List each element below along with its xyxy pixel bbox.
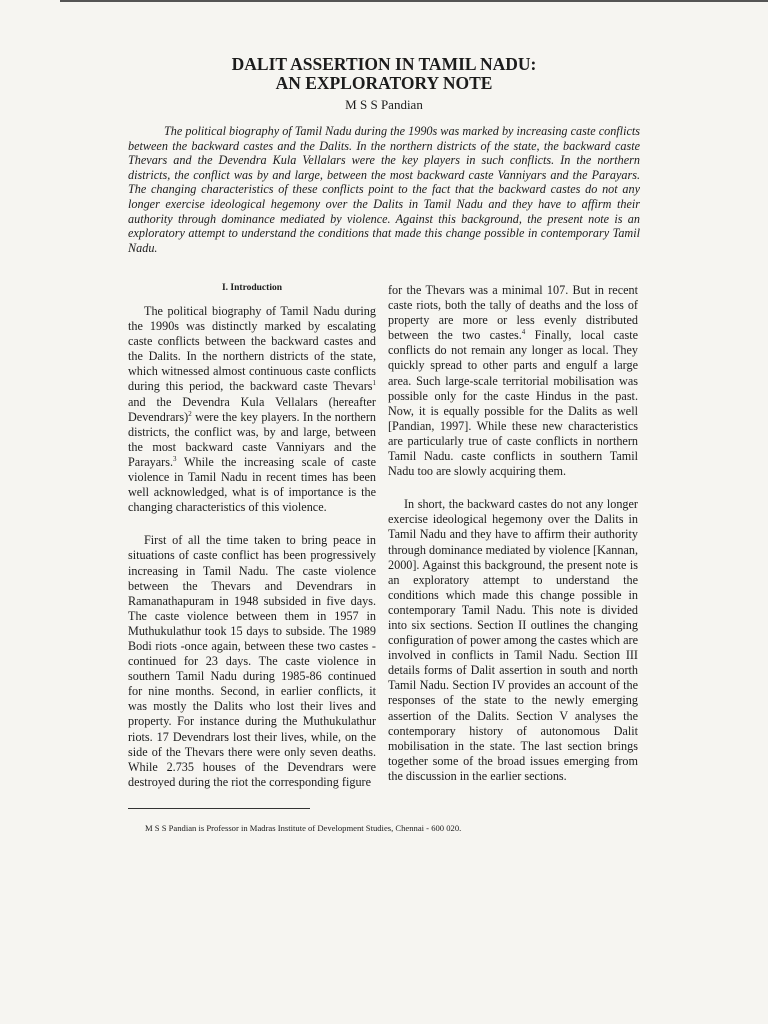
right-column	[388, 283, 638, 784]
left-column	[128, 282, 376, 790]
top-rule	[60, 0, 768, 2]
paragraph-3: for the Thevars was a minimal 107. But in recent caste riots, both the tally of deaths and the loss of property are more or less evenly distributed between the two castes.$^4$ Finally, local caste conflicts do not remain any longer as local. They quickly spread to other parts and engulf a large area. Such large-scale territorial mobilisation was possible only for the caste Hindus in the past. Now, it is equally possible for the Dalits as well [Pandian, 1997]. While these new characteristics are particularly true of caste conflicts in northern Tamil Nadu. caste conflicts in southern Tamil Nadu too are slowly acquiring them.	[388, 283, 638, 479]
article-title	[0, 55, 768, 93]
section-heading: I. Introduction	[221, 283, 282, 293]
author-name: M S S Pandian	[345, 97, 423, 112]
paragraph-1: The political biography of Tamil Nadu during the 1990s was distinctly marked by escalating caste conflicts between the backward castes and the Dalits. In the northern districts of the state, which witnessed almost continuous caste conflicts during this period, the backward caste Thevars$^1$ and the Devendra Kula Vellalars (hereafter Devendrars)$^2$ were the key players. In the northern districts, the conflict was, by and large, between the most backward caste Vanniyars and the Parayars.$^3$ While the increasing scale of caste violence in Tamil Nadu in recent times has been well acknowledged, what is of importance is the changing characteristics of this violence.	[128, 304, 376, 515]
title-line-1: DALIT ASSERTION IN TAMIL NADU:	[231, 54, 537, 74]
footnote-rule	[128, 808, 310, 809]
footnote-ref-1: 1	[372, 379, 376, 388]
footnote-ref-3: 3	[173, 454, 177, 463]
paragraph-4: In short, the backward castes do not any longer exercise ideological hegemony over the Dalits in Tamil Nadu and they have to affirm their authority through dominance mediated by violence [Kannan, 2000]. Against this background, the present note is an exploratory attempt to understand the conditions which made this change possible in contemporary Tamil Nadu. This note is divided into six sections. Section II outlines the changing configuration of power among the castes which are involved in conflicts in Tamil Nadu. Section III details forms of Dalit assertion in south and north Tamil Nadu. Section IV provides an account of the responses of the state to the newly emerging assertion of the Dalits. Section V analyses the contemporary history of autonomous Dalit mobilisation in the state. The last section brings together some of the broad issues emerging from the discussion in the earlier sections.	[388, 497, 638, 783]
footnote-ref-2: 2	[188, 409, 192, 418]
footnote: M S S Pandian is Professor in Madras Institute of Development Studies, Chennai - 600 020.	[145, 823, 462, 833]
abstract: The political biography of Tamil Nadu during the 1990s was marked by increasing caste conflicts between the backward castes and the Dalits. In the northern districts of the state, the backward caste Thevars and the Devendra Kula Vellalars were the key players in such conflicts. In the northern districts, the conflict was by and large, between the most backward caste Vanniyars and the Parayars. The changing characteristics of these conflicts point to the fact that the backward castes do not any longer exercise ideological hegemony over the Dalits in Tamil Nadu and they have to affirm their authority through dominance mediated by violence. Against this background, the present note is an exploratory attempt to understand the conditions that made this change possible in contemporary Tamil Nadu.	[128, 124, 640, 255]
paragraph-2: First of all the time taken to bring peace in situations of caste conflict has been progressively increasing in Tamil Nadu. The caste violence between the Thevars and Devendrars in Ramanathapuram in 1948 subsided in five days. The caste violence between them in 1957 in Muthukulathur took 15 days to subside. The 1989 Bodi riots -once again, between these two castes - continued for 23 days. The caste violence in southern Tamil Nadu during 1985-86 continued for nine months. Second, in earlier conflicts, it was mostly the Dalits who lost their lives and property. For instance during the Muthukulathur riots. 17 Devendrars lost their lives, while, on the side of the Thevars there were only seven deaths. While 2.735 houses of the Devendrars were destroyed during the riot the corresponding figure	[128, 533, 376, 789]
title-line-2: AN EXPLORATORY NOTE	[275, 73, 493, 93]
footnote-ref-4: 4	[521, 328, 526, 337]
